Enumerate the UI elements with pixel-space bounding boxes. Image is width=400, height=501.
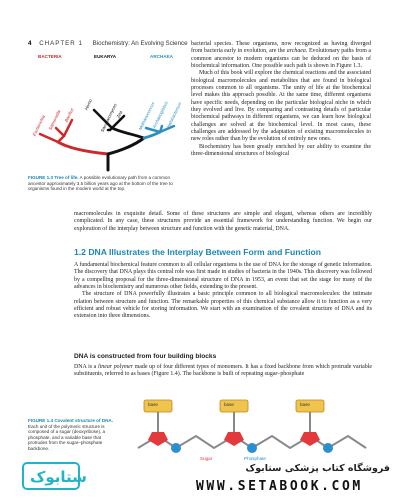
figure-1-3-tree-of-life: [28, 52, 188, 172]
species-label: Escherichia: [31, 114, 46, 137]
section-heading: 1.2 DNA Illustrates the Interplay Between Form and Function: [74, 247, 322, 257]
figure-title: Tree of life.: [54, 175, 79, 180]
page-number: 4: [28, 40, 32, 47]
species-label: Salmonella: [47, 109, 62, 131]
bacteria-group-label: BACTERIA: [38, 54, 62, 59]
full-width-text: [74, 211, 372, 233]
paragraph: The structure of DNA powerfully illustrates a basic principle common to all biological macromolecules: the intimate relation between structure and function. The remarkable properties of this chemical substance allow it to function as a very efficient and robust vehicle for storing information. We start with an examination of the covalent structure of DNA and its extension into three dimensions.: [74, 291, 372, 320]
chapter-label: CHAPTER 1: [39, 40, 83, 47]
store-name: فروشگاه کتاب پزشکی ستابوک: [245, 463, 390, 474]
base-label: base: [148, 402, 158, 407]
sugar-label: Sugar: [200, 456, 213, 461]
caption-text: A possible evolutionary path from a common ancestor approximately 3.5 billion years ago at the bottom of the tree to organisms found in the modern world at the top.: [28, 175, 173, 192]
species-label: Halobacterium: [165, 101, 183, 129]
species-label: Bacillus: [63, 107, 75, 123]
base-label: base: [224, 402, 234, 407]
svg-text:ستابوک: ستابوک: [30, 468, 87, 486]
figure-1-3-caption: [28, 175, 180, 192]
species-label: Homo: [83, 98, 94, 111]
eukarya-group-label: EUKARYA: [94, 54, 117, 59]
figure-1-4-caption: [28, 418, 120, 452]
subsection-body: [74, 364, 372, 379]
paragraph: A fundamental biochemical feature common to all cellular organisms is the use of DNA for the storage of genetic information. The discovery that DNA plays this central role was first made in studies of bacteria in the 1940s. This discovery was followed by a compelling proposal for the three-dimensional structure of DNA in 1953, an event that set the stage for many of the advances in biochemistry and numerous other fields, extending to the present.: [74, 262, 372, 291]
species-label: Archaeoglobus: [151, 100, 169, 129]
running-header: [28, 40, 188, 47]
paragraph: bacterial species. These organisms, now recognized as having diverged from bacteria early in evolution, are the archaea. Evolutionary paths from a common ancestor to modern organisms can be deduced on the basis of biochemical information. One possible such path is shown in Figure 1.3.: [191, 41, 372, 70]
section-body: [74, 262, 372, 321]
setabook-logo-mark: [22, 462, 87, 494]
right-column-text: [191, 41, 371, 159]
paragraph: macromolecules in exquisite detail. Some of these structures are simple and elegant, whereas others are incredibly complicated. In any case, these structures provide an essential framework for understanding function. We begin our exploration of the interplay between structure and function with the genetic material, DNA.: [74, 211, 372, 232]
species-label: Methanococcus: [137, 101, 156, 131]
paragraph: Biochemistry has been greatly enriched by our ability to examine the three-dimensional structures of biological: [191, 143, 371, 158]
figure-1-4-dna-backbone: [128, 392, 378, 464]
phosphate-label: Phosphate: [244, 456, 266, 461]
paragraph: DNA is a linear polymer made up of four different types of monomers. It has a fixed backbone from which protrude variable substituents, referred to as bases (Figure 1.4). The backbone is built of repeating sugar–phosphate: [74, 364, 372, 378]
store-url[interactable]: WWW.SETABOOK.COM: [196, 479, 363, 494]
figure-title: Covalent structure of DNA.: [54, 418, 114, 423]
setabook-logo: [22, 462, 87, 494]
figure-label: FIGURE 1.3: [28, 175, 54, 180]
figure-label: FIGURE 1.4: [28, 418, 54, 423]
paragraph: Much of this book will explore the chemical reactions and the associated biological macromolecules and metabolites that are found in biological processes common to all organisms. The unity of life at the biochemical level makes this approach possible. At the same time, different organisms have specific needs, depending on the particular biological niche in which they evolved and live. By comparing and contrasting details of particular biochemical pathways in different organisms, we can learn how biological challenges are solved at the biochemical level. In most cases, these challenges are addressed by the adaptation of existing macromolecules to new roles rather than by the evolution of entirely new ones.: [191, 70, 371, 143]
base-label: base: [300, 402, 310, 407]
species-label: Zea: [115, 109, 124, 119]
dna-backbone-diagram: [128, 392, 378, 464]
phylogenetic-tree: [28, 52, 188, 172]
archaea-group-label: ARCHAEA: [150, 54, 173, 59]
species-label: Saccharomyces: [99, 102, 118, 133]
subheading: DNA is constructed from four building blocks: [74, 353, 217, 360]
caption-text: Each unit of the polymeric structure is composed of a sugar (deoxyribose), a phosphate, and a variable base that protrudes from the sugar–phosphate backbone.: [28, 423, 106, 451]
chapter-title: Biochemistry: An Evolving Science: [92, 40, 188, 47]
